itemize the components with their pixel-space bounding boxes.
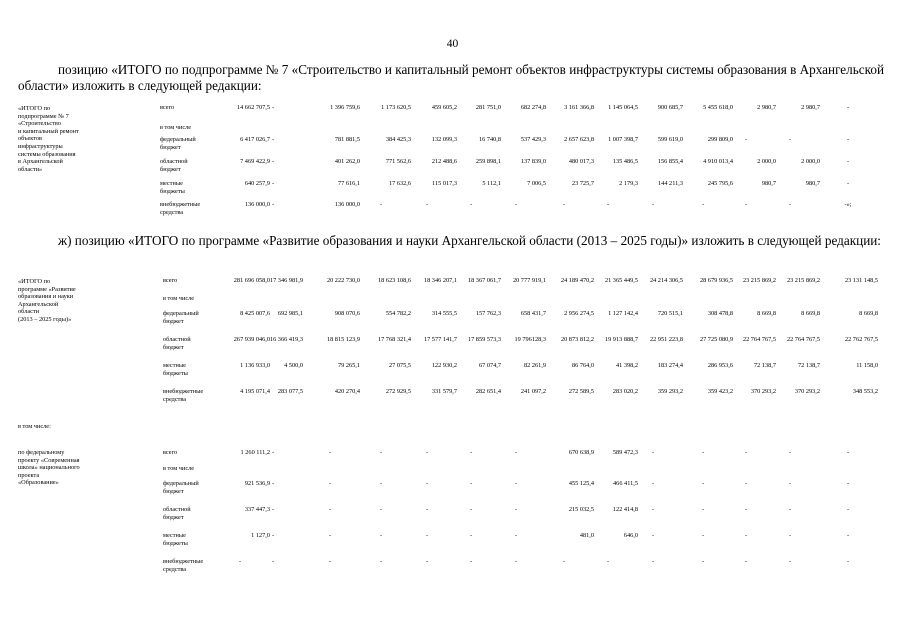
table2-cell: 79 265,1	[337, 362, 360, 369]
table3-cell: 921 536,9	[244, 480, 270, 487]
table1-cell: 259 898,1	[475, 158, 501, 165]
table1-cell: -	[271, 158, 275, 165]
table1-cell: 980,7	[761, 180, 776, 187]
table3-cell: -	[788, 532, 792, 539]
table3-cell: -	[701, 480, 705, 487]
table2-cell: 22 951 223,8	[649, 336, 683, 343]
table2-row-source: всего	[163, 277, 178, 284]
page-number: 40	[446, 38, 459, 50]
table2-cell: 72 138,7	[797, 362, 820, 369]
table3-cell: 670 638,9	[568, 449, 594, 456]
table1-cell: 599 619,0	[657, 136, 683, 143]
table1-cell: 137 839,0	[520, 158, 546, 165]
table2-cell: 24 189 470,2	[560, 277, 594, 284]
table1-cell: 7 006,5	[527, 180, 546, 187]
table1-cell: -	[788, 136, 792, 143]
table3-cell: -	[514, 449, 518, 456]
table1-cell: 156 855,4	[657, 158, 683, 165]
table2-cell: 8 425 007,6	[240, 310, 270, 317]
table1-cell: 5 112,1	[482, 180, 501, 187]
table1-cell: 640 257,9	[244, 180, 270, 187]
table2-cell: 18 367 061,7	[467, 277, 501, 284]
table3-row-source: всего	[163, 449, 178, 456]
table1-cell: 77 616,1	[337, 180, 360, 187]
table1-cell: -	[846, 136, 850, 143]
table3-cell: 646,0	[623, 532, 638, 539]
table3-cell: -	[425, 480, 429, 487]
table2-cell: 20 873 812,2	[560, 336, 594, 343]
table1-cell: -	[271, 136, 275, 143]
table3-cell: 215 032,5	[568, 506, 594, 513]
table1-cell: 2 000,0	[757, 158, 776, 165]
table3-cell: -	[238, 558, 242, 565]
table1-cell: -	[425, 201, 429, 208]
table3-label: по федеральному проекту «Современная школа» национального проекта «Образование»	[18, 449, 80, 487]
table3-cell: -	[788, 506, 792, 513]
table2-cell: 267 939 046,0	[233, 336, 270, 343]
table1-cell: 144 211,3	[658, 180, 683, 187]
table3-cell: -	[846, 558, 850, 565]
table1-cell: 1 396 759,6	[330, 104, 360, 111]
table1-cell: 2 980,7	[801, 104, 820, 111]
table2-cell: 27 075,5	[388, 362, 411, 369]
table1-cell: 281 751,0	[475, 104, 501, 111]
table2-cell: 283 020,2	[612, 388, 638, 395]
table1-cell: -	[701, 201, 705, 208]
table3-cell: -	[651, 480, 655, 487]
table1-cell: 537 429,3	[520, 136, 546, 143]
table2-cell: 908 070,6	[334, 310, 360, 317]
table1-cell: -	[846, 180, 850, 187]
table3-cell: -	[425, 532, 429, 539]
table2-label: «ИТОГО по программе «Развитие образования и науки Архангельской области (2013 – 2025 годы)»	[18, 278, 76, 323]
table2-cell: 370 293,2	[750, 388, 776, 395]
table2-cell: 4 500,0	[284, 362, 303, 369]
table1-cell: 682 274,8	[520, 104, 546, 111]
table2-cell: 359 293,2	[657, 388, 683, 395]
table3-cell: -	[701, 532, 705, 539]
table1-cell: 212 488,6	[431, 158, 457, 165]
table2-cell: 11 158,0	[856, 362, 878, 369]
table2-cell: 17 346 981,9	[269, 277, 303, 284]
table1-cell: 2 179,3	[619, 180, 638, 187]
table3-row-source: областной бюджет	[163, 506, 191, 521]
table3-cell: 337 447,3	[244, 506, 270, 513]
table1-cell: -	[846, 158, 850, 165]
table2-cell: 241 097,2	[520, 388, 546, 395]
table3-cell: -	[328, 449, 332, 456]
table1-cell: -	[271, 180, 275, 187]
table1-label: «ИТОГО по подпрограмме № 7 «Строительство и капитальный ремонт объектов инфраструктуры системы образования в Архангельской области»	[18, 105, 79, 173]
table1-cell: -	[606, 201, 610, 208]
table3-cell: -	[744, 506, 748, 513]
table3-cell: -	[379, 532, 383, 539]
table2-cell: 420 270,4	[334, 388, 360, 395]
table1-cell: 480 017,3	[568, 158, 594, 165]
table1-cell: 384 425,3	[385, 136, 411, 143]
table3-cell: -	[744, 532, 748, 539]
table1-cell: 980,7	[805, 180, 820, 187]
table1-row-source: внебюджетные средства	[160, 201, 201, 216]
table1-row-source: всего	[160, 104, 175, 111]
table2-cell: 658 431,7	[520, 310, 546, 317]
table3-cell: -	[788, 449, 792, 456]
table3-cell: -	[271, 449, 275, 456]
table2-cell: 20 777 919,1	[512, 277, 546, 284]
table2-cell: 1 127 142,4	[608, 310, 638, 317]
table1-cell: 136 000,0	[334, 201, 360, 208]
table1-cell: 16 740,8	[478, 136, 501, 143]
table2-cell: 67 074,7	[478, 362, 501, 369]
table1-cell: -	[744, 136, 748, 143]
table3-cell: -	[744, 558, 748, 565]
table3-cell: -	[606, 558, 610, 565]
table1-cell: -	[651, 201, 655, 208]
table1-row-source: федеральный бюджет	[160, 136, 196, 151]
table3-cell: -	[846, 480, 850, 487]
table1-cell: 7 469 422,9	[240, 158, 270, 165]
table2-cell: 20 222 730,0	[326, 277, 360, 284]
table3-cell: -	[379, 558, 383, 565]
table2-cell: 554 782,2	[385, 310, 411, 317]
table3-cell: -	[469, 449, 473, 456]
table3-cell: -	[788, 480, 792, 487]
table3-cell: -	[651, 506, 655, 513]
table2-cell: 17 859 573,3	[467, 336, 501, 343]
table3-cell: -	[328, 480, 332, 487]
table2-cell: 22 764 767,5	[786, 336, 820, 343]
table2-cell: 272 589,5	[568, 388, 594, 395]
table2-cell: 28 679 936,5	[699, 277, 733, 284]
table3-cell: -	[846, 449, 850, 456]
table2-cell: 22 764 767,5	[742, 336, 776, 343]
table2-cell: 17 768 321,4	[377, 336, 411, 343]
table1-cell: 2 657 623,8	[564, 136, 594, 143]
table2-cell: 348 553,2	[852, 388, 878, 395]
table2-cell: 370 293,2	[794, 388, 820, 395]
table2-cell: 82 261,9	[523, 362, 546, 369]
table3-cell: -	[514, 558, 518, 565]
table2-cell: 183 274,4	[657, 362, 683, 369]
table1-row-source: местные бюджеты	[160, 180, 185, 195]
table3-cell: -	[425, 558, 429, 565]
table3-row-source: местные бюджеты	[163, 532, 188, 547]
table2-cell: 21 365 449,5	[604, 277, 638, 284]
table2-cell: 16 366 419,3	[269, 336, 303, 343]
table2-row-source: областной бюджет	[163, 336, 191, 351]
table3-cell: -	[469, 558, 473, 565]
table1-row-source: областной бюджет	[160, 158, 188, 173]
table3-row-source: в том числе	[163, 465, 195, 472]
table2-cell: 8 669,8	[801, 310, 820, 317]
table2-cell: 72 138,7	[753, 362, 776, 369]
table2-cell: 18 623 108,6	[377, 277, 411, 284]
table2-cell: 18 346 207,1	[423, 277, 457, 284]
table3-cell: -	[271, 506, 275, 513]
table3-cell: 481,0	[579, 532, 594, 539]
table1-cell: 459 605,2	[431, 104, 457, 111]
table2-cell: 281 696 058,0	[233, 277, 270, 284]
table2-cell: 122 930,2	[431, 362, 457, 369]
table3-cell: -	[469, 480, 473, 487]
table1-cell: 115 017,3	[432, 180, 457, 187]
table1-cell: 401 262,0	[334, 158, 360, 165]
table2-cell: 23 215 869,2	[742, 277, 776, 284]
table1-cell: 1 007 398,7	[608, 136, 638, 143]
table2-cell: 8 669,8	[757, 310, 776, 317]
table3-cell: -	[514, 532, 518, 539]
table1-cell: 1 145 064,5	[608, 104, 638, 111]
table3-cell: -	[846, 532, 850, 539]
table3-cell: -	[514, 506, 518, 513]
table3-cell: 122 414,8	[612, 506, 638, 513]
table2-cell: 286 953,6	[707, 362, 733, 369]
table2-cell: 720 515,1	[657, 310, 683, 317]
table1-cell: 17 632,6	[388, 180, 411, 187]
table2-cell: 4 195 071,4	[240, 388, 270, 395]
table2-cell: 282 651,4	[475, 388, 501, 395]
table2-cell: 23 215 869,2	[786, 277, 820, 284]
table3-cell: -	[328, 558, 332, 565]
table2-cell: 2 956 274,5	[564, 310, 594, 317]
table3-cell: -	[271, 480, 275, 487]
table3-cell: 455 125,4	[568, 480, 594, 487]
table3-cell: -	[701, 449, 705, 456]
table1-cell: -	[744, 201, 748, 208]
table3-cell: -	[701, 506, 705, 513]
table1-cell: -	[379, 201, 383, 208]
table3-cell: -	[701, 558, 705, 565]
table2-row-source: федеральный бюджет	[163, 310, 199, 325]
table1-cell: 3 161 366,8	[564, 104, 594, 111]
table3-cell: -	[271, 558, 275, 565]
table2-cell: 27 725 080,9	[699, 336, 733, 343]
table2-cell: 19 796128,3	[514, 336, 546, 343]
table1-cell: 5 455 618,0	[703, 104, 733, 111]
table2-cell: 692 985,1	[277, 310, 303, 317]
table1-cell: 2 000,0	[801, 158, 820, 165]
table1-cell: 136 000,0	[244, 201, 270, 208]
table1-cell: -	[271, 104, 275, 111]
table1-cell: -	[271, 201, 275, 208]
table3-cell: -	[744, 449, 748, 456]
table2-cell: 314 555,5	[431, 310, 457, 317]
table1-cell: 900 685,7	[657, 104, 683, 111]
table1-cell: 14 662 707,5	[236, 104, 270, 111]
table1-cell: 4 910 013,4	[703, 158, 733, 165]
table1-cell: -	[788, 201, 792, 208]
table2-cell: 24 214 306,5	[649, 277, 683, 284]
table1-cell: 771 562,6	[385, 158, 411, 165]
table1-cell: 2 980,7	[757, 104, 776, 111]
table3-cell: -	[328, 532, 332, 539]
table3-cell: -	[425, 506, 429, 513]
table1-cell: 135 486,5	[612, 158, 638, 165]
table2-cell: 359 423,2	[707, 388, 733, 395]
table2-cell: 1 136 933,0	[240, 362, 270, 369]
table3-cell: -	[425, 449, 429, 456]
table1-cell: 6 417 026,7	[240, 136, 270, 143]
table2-cell: 86 764,0	[571, 362, 594, 369]
table3-cell: -	[379, 480, 383, 487]
table3-cell: -	[514, 480, 518, 487]
table1-cell: -	[514, 201, 518, 208]
table3-cell: -	[651, 558, 655, 565]
table2-cell: 22 762 767,5	[844, 336, 878, 343]
table2-cell: 331 579,7	[431, 388, 457, 395]
table1-cell: 23 725,7	[571, 180, 594, 187]
table2-cell: 283 077,5	[277, 388, 303, 395]
table3-cell: -	[469, 532, 473, 539]
table2-cell: 19 913 888,7	[604, 336, 638, 343]
table1-cell: 299 809,0	[707, 136, 733, 143]
table2-cell: 308 478,8	[707, 310, 733, 317]
table2-row-source: в том числе	[163, 295, 195, 302]
table1-cell: 1 173 620,5	[381, 104, 411, 111]
table3-cell: -	[788, 558, 792, 565]
table1-cell: -	[469, 201, 473, 208]
table1-row-source: в том числе	[160, 124, 192, 131]
table3-cell: -	[651, 532, 655, 539]
table3-cell: -	[271, 532, 275, 539]
table2-cell: 272 929,5	[385, 388, 411, 395]
table2-row-source: внебюджетные средства	[163, 388, 204, 403]
table1-cell: 781 881,5	[334, 136, 360, 143]
table3-cell: -	[379, 449, 383, 456]
table1-cell: 245 795,6	[707, 180, 733, 187]
table2-cell: 23 131 148,5	[844, 277, 878, 284]
table3-cell: 466 411,5	[613, 480, 638, 487]
table3-cell: -	[562, 558, 566, 565]
table2-cell: 17 577 141,7	[423, 336, 457, 343]
table3-cell: -	[651, 449, 655, 456]
table3-row-source: федеральный бюджет	[163, 480, 199, 495]
table2-cell: 41 398,2	[615, 362, 638, 369]
instruction-paragraph-program-total: ж) позицию «ИТОГО по программе «Развитие образования и науки Архангельской области (2013 – 2025 годы)» изложить в следующей редакции:	[58, 233, 881, 248]
table1-cell: 132 099,3	[431, 136, 457, 143]
table3-cell: -	[846, 506, 850, 513]
table2-cell: 8 669,8	[859, 310, 878, 317]
table1-cell: -»;	[844, 201, 852, 208]
table3-cell: 1 127,0	[251, 532, 270, 539]
table3-cell: 1 260 111,2	[240, 449, 270, 456]
table3-cell: -	[744, 480, 748, 487]
table2-cell: 157 762,3	[475, 310, 501, 317]
table3-cell: 589 472,3	[612, 449, 638, 456]
table3-row-source: внебюджетные средства	[163, 558, 204, 573]
in-that-number-label: в том числе:	[18, 423, 51, 430]
table3-cell: -	[469, 506, 473, 513]
table2-cell: 18 815 123,9	[326, 336, 360, 343]
instruction-paragraph-subprogram-7: позицию «ИТОГО по подпрограмме № 7 «Строительство и капитальный ремонт объектов инфраструктуры системы образования в Архангельской области» изложить в следующей редакции:	[18, 62, 884, 93]
table2-row-source: местные бюджеты	[163, 362, 188, 377]
table1-cell: -	[562, 201, 566, 208]
table3-cell: -	[379, 506, 383, 513]
table3-cell: -	[328, 506, 332, 513]
table1-cell: -	[846, 104, 850, 111]
